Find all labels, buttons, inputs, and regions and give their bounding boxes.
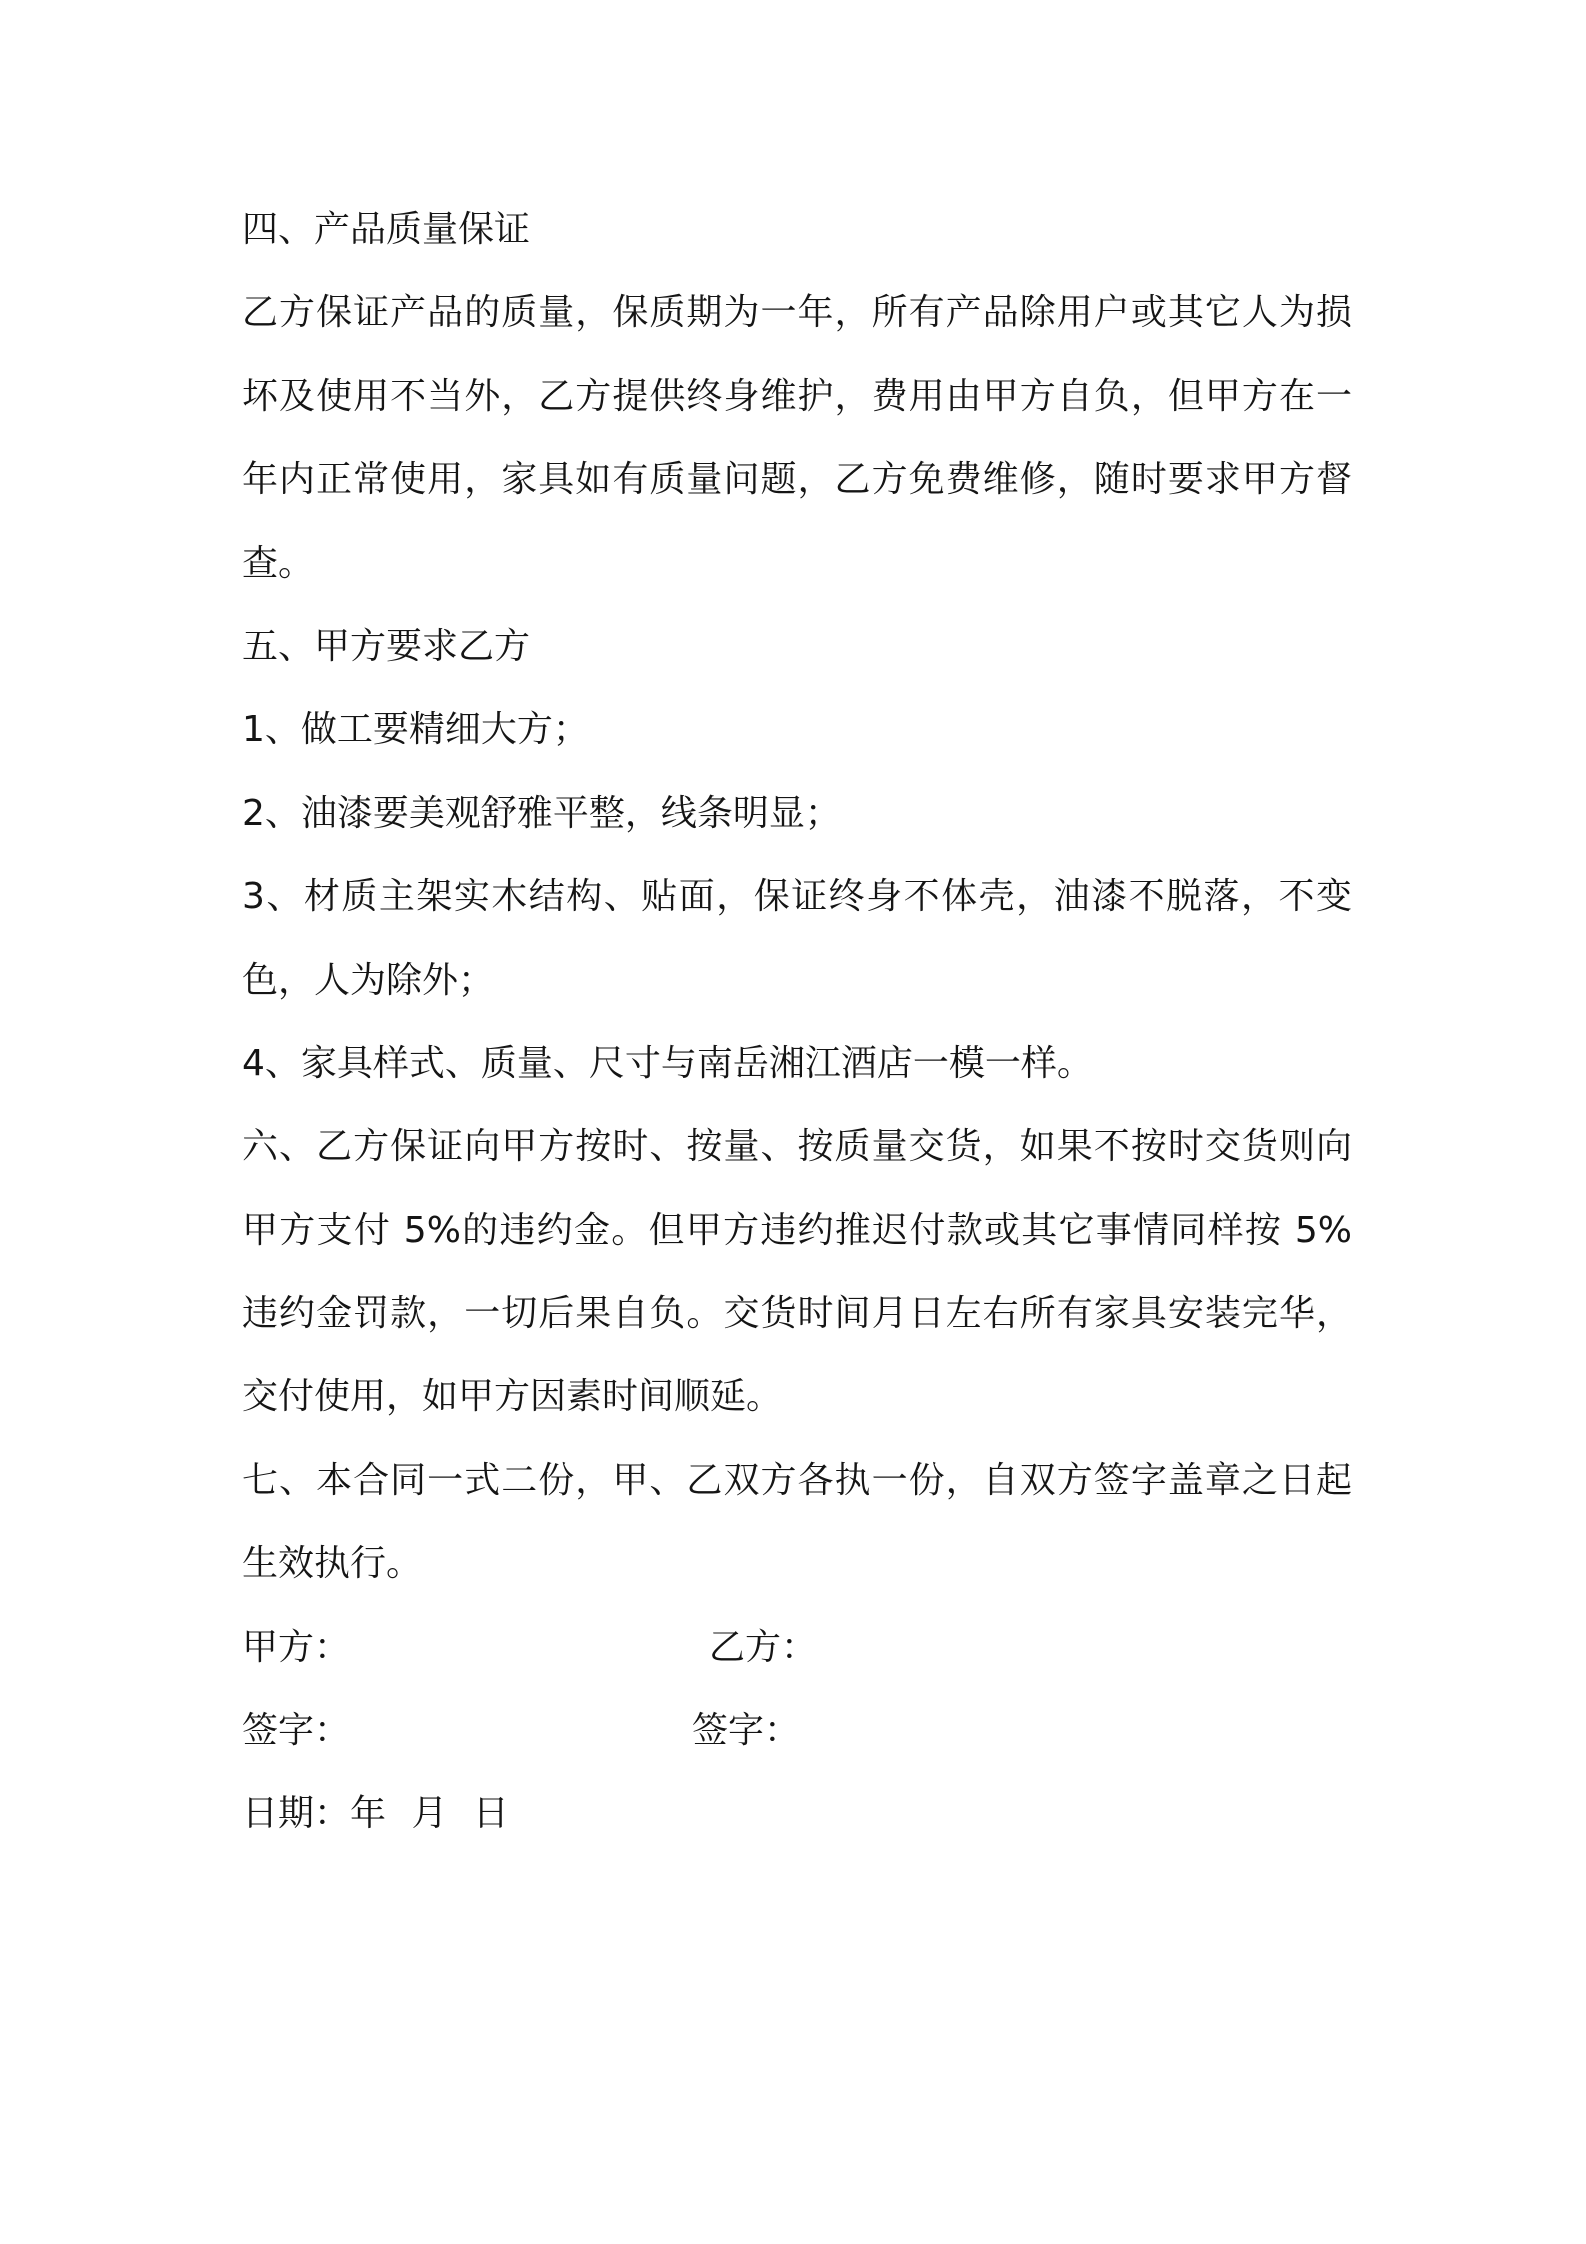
text-line: 坏及使用不当外，乙方提供终身维护，费用由甲方自负，但甲方在一	[242, 375, 1352, 417]
document-body	[242, 188, 1352, 1856]
list-item: 2、油漆要美观舒雅平整，线条明显；	[242, 792, 841, 834]
text-line: 违约金罚款，一切后果自负。交货时间月日左右所有家具安装完华，	[242, 1293, 1352, 1335]
text-line: 查。	[242, 542, 315, 584]
signature-row	[242, 1689, 1352, 1772]
section-heading: 四、产品质量保证	[242, 209, 531, 250]
section-heading: 五、甲方要求乙方	[242, 625, 531, 667]
party-a-label: 甲方：	[242, 1626, 351, 1668]
text-line: 乙方保证产品的质量，保质期为一年，所有产品除用户或其它人为损	[242, 292, 1352, 334]
text-line: 交付使用，如甲方因素时间顺延。	[242, 1376, 783, 1418]
list-item-continuation: 色，人为除外；	[242, 959, 495, 1001]
date-fields: 年 月 日	[350, 1793, 509, 1835]
date-row	[242, 1772, 1352, 1855]
section-paragraph-line: 七、本合同一式二份，甲、乙双方各执一份，自双方签字盖章之日起	[242, 1459, 1352, 1501]
signature-a-label: 签字：	[242, 1710, 351, 1752]
list-item: 1、做工要精细大方；	[242, 709, 589, 751]
text-line: 生效执行。	[242, 1543, 423, 1585]
party-b-label: 乙方：	[709, 1626, 818, 1668]
party-row	[242, 1606, 1352, 1689]
date-label: 日期：	[242, 1793, 351, 1835]
text-line: 年内正常使用，家具如有质量问题，乙方免费维修，随时要求甲方督	[242, 459, 1352, 501]
list-item: 3、材质主架实木结构、贴面，保证终身不体壳，油漆不脱落，不变	[242, 876, 1352, 918]
text-line: 甲方支付 5%的违约金。但甲方违约推迟付款或其它事情同样按 5%	[242, 1209, 1352, 1251]
section-paragraph-line: 六、乙方保证向甲方按时、按量、按质量交货，如果不按时交货则向	[242, 1126, 1352, 1168]
list-item: 4、家具样式、质量、尺寸与南岳湘江酒店一模一样。	[242, 1042, 1093, 1084]
signature-b-label: 签字：	[692, 1710, 801, 1752]
